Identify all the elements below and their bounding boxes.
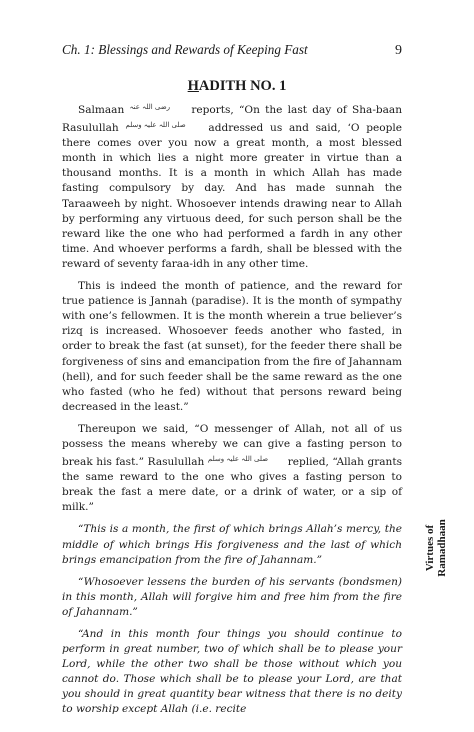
paragraph-1 <box>62 100 402 272</box>
paragraph-6: “And in this month four things you should continue to perform in great number, two of which shall be to please your Lord, while the other two shall be those without which you cannot do. Those which shall be to please your Lord, are that you should in great quantity bear witness that there is no deity to worship except Allah (i.e. recite <box>62 628 402 716</box>
side-tab-line-1: Virtues of <box>424 524 436 572</box>
arabic-salutation: صلی اللہ علیہ وسلم <box>125 121 186 130</box>
hadith-heading <box>0 78 474 95</box>
paragraph-2: This is indeed the month of patience, and the reward for true patience is Jannah (paradise). It is the month of sympathy with one’s fellowmen. It is the month wherein a true believer’s rizq is increased. Whosoever feeds another who fasted, in order to break the fast (at sunset), for the feeder there shall be forgiveness of sins and emancipation from the fire of Jahannam (hell), and for such feeder shall be the same reward as the one who fasted (who he fed) without that persons reward being decreased in the least.” <box>62 280 402 413</box>
paragraph-4: “This is a month, the first of which brings Allah’s mercy, the middle of which brings His forgiveness and the last of which brings emancipation from the fire of Jahannam.” <box>62 523 402 566</box>
heading-rest: ADITH NO. 1 <box>198 78 287 94</box>
arabic-salutation: صلی اللہ علیہ وسلم <box>207 455 269 464</box>
side-tab-label <box>424 500 454 596</box>
running-head <box>62 42 402 59</box>
p1-text-c: addressed us and said, ‘O people there comes over you now a great month, a most blessed month in which lies a night more greater in virtue than a thousand months. It is a month in which Allah has made fasting compulsory by day. And has made sunnah the Taraaweeh by night. Whosoever intends drawing near to Allah by performing any virtuous deed, for such person shall be the reward like the one who had performed a fardh in any other time. And whoever performs a fardh, shall be blessed with the reward of seventy faraa-idh in any other time. <box>62 122 403 270</box>
p3-text-a: Thereupon we said, “O messenger of Allah, not all of us possess the means whereby we can give a fasting person to break his fast.” Rasulullah <box>62 422 402 469</box>
paragraph-3 <box>62 422 402 516</box>
p1-text-a: Salmaan <box>78 104 125 116</box>
paragraph-5: “Whosoever lessens the burden of his servants (bondsmen) in this month, Allah will forgive him and free him from the fire of Jahannam.” <box>62 575 402 618</box>
heading-underlined-letter: H <box>187 78 199 94</box>
arabic-honorific: رضی اللہ عنہ <box>129 103 171 111</box>
page-number: 9 <box>395 43 402 58</box>
hadith-text <box>62 100 402 725</box>
p3-text-b: replied, “Allah grants the same reward to the one who gives a fasting person to break the fast a mere date, or a drink of water, or a sip of milk.” <box>62 456 402 514</box>
side-tab-line-2: Ramadhaan <box>436 519 448 577</box>
p1-text-b: reports, “On the last day of Sha-baan Rasulullah <box>62 104 403 135</box>
chapter-title: Ch. 1: Blessings and Rewards of Keeping Fast <box>62 42 308 57</box>
